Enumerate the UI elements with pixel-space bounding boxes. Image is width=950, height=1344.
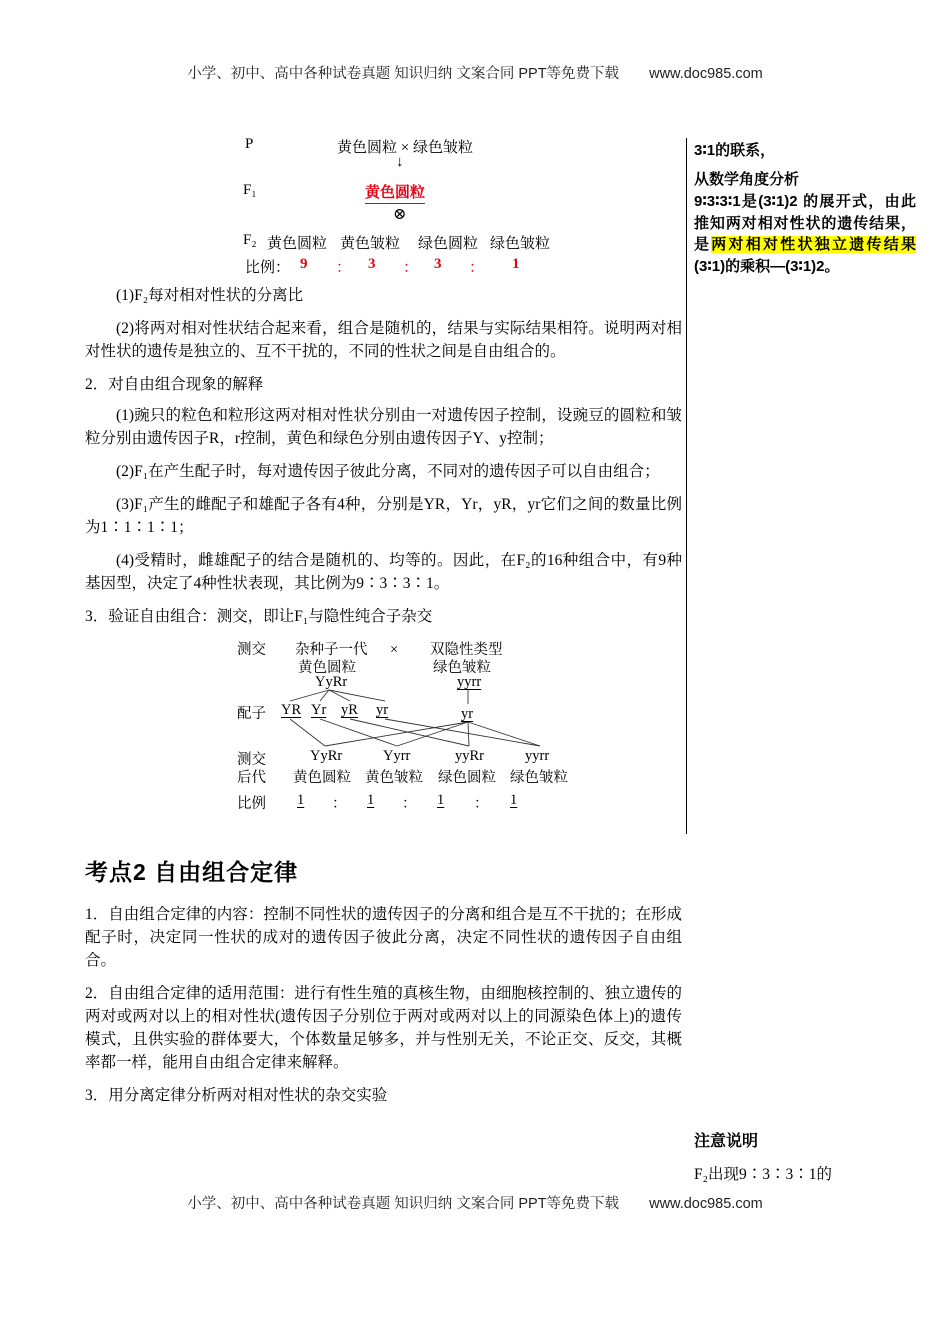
parent2-type: 双隐性类型 (430, 642, 503, 658)
sidebar-note-line: 3∶1的联系， (694, 142, 776, 159)
testcross-diagram (235, 638, 655, 826)
gamete: YR (281, 702, 302, 718)
section2-paragraph: 3．用分离定律分析两对相对性状的杂交实验 (85, 1087, 388, 1104)
parent1-phenotype: 黄色圆粒 (298, 660, 356, 676)
gamete: yR (341, 702, 358, 718)
offspring-phenotype: 黄色圆粒 (293, 770, 351, 786)
ratio-value: 1 (297, 792, 305, 808)
ratio-value: 1 (510, 792, 518, 808)
gametes-label: 配子 (237, 706, 266, 722)
f1-generation-label: F₁ (243, 182, 257, 198)
gamete: Yr (311, 702, 327, 718)
ratio-label: 比例： (245, 260, 291, 276)
ratio-separator: ： (403, 260, 419, 276)
ratio-separator: ： (474, 796, 489, 812)
offspring-genotype: yyRr (455, 748, 484, 764)
f2-phenotype: 黄色圆粒 (267, 236, 328, 252)
gamete: yr (376, 702, 389, 718)
sidebar-note-line: 从数学角度分析 (694, 170, 800, 188)
ratio-separator: ： (336, 260, 352, 276)
offspring-label: 后代 (237, 770, 266, 786)
offspring-phenotype: 绿色圆粒 (438, 770, 496, 786)
header-text: 小学、初中、高中各种试卷真题 知识归纳 文案合同 PPT等免费下载 (187, 66, 620, 82)
f2-phenotype: 绿色皱粒 (490, 236, 551, 252)
ratio-value: 3 (434, 256, 442, 272)
offspring-label: 测交 (237, 752, 266, 768)
offspring-genotype: YyRr (310, 748, 343, 764)
ratio-separator: ： (469, 260, 485, 276)
ratio-value: 1 (367, 792, 375, 808)
note-title: 注意说明 (694, 1133, 759, 1150)
analysis-paragraph: (3)F₁产生的雌配子和雄配子各有4种，分别是YR，Yr，yR，yr它们之间的数量比例为1∶1∶1∶1； (85, 496, 682, 536)
p-cross-text: 黄色圆粒 × 绿色皱粒 (337, 140, 473, 156)
gamete: yr (461, 706, 474, 722)
selfing-symbol-icon: ⊗ (393, 206, 407, 223)
down-arrow-icon: ↓ (396, 154, 404, 170)
header-url[interactable]: www.doc985.com (649, 66, 763, 82)
analysis-paragraph: (1)F₂每对相对性状的分离比 (116, 287, 304, 304)
ratio-value: 1 (437, 792, 445, 808)
cross-symbol-icon: × (390, 642, 399, 658)
ratio-label: 比例 (237, 796, 266, 812)
list-item-heading: 3．验证自由组合：测交，即让F₁与隐性纯合子杂交 (85, 608, 433, 625)
analysis-paragraph: (2)F₁在产生配子时，每对遗传因子彼此分离，不同对的遗传因子可以自由组合； (116, 463, 660, 480)
sidebar-notes (694, 140, 916, 277)
page-header (0, 62, 950, 83)
ratio-value: 1 (512, 256, 520, 272)
f2-phenotype: 黄色皱粒 (340, 236, 401, 252)
f2-phenotype: 绿色圆粒 (418, 236, 479, 252)
offspring-phenotype: 绿色皱粒 (510, 770, 568, 786)
parent1-genotype: YyRr (315, 674, 348, 690)
note-text: 9∶3∶3∶1是(3∶1)2 的展开式，由此推知两对相对性状的遗传结果，是 (694, 193, 916, 253)
note-text: F₂出现9∶3∶3∶1的 (694, 1166, 833, 1183)
sidebar-note-paragraph (694, 191, 916, 277)
main-content (85, 130, 682, 1117)
analysis-paragraph: (2)将两对相对性状结合起来看，组合是随机的，结果与实际结果相符。说明两对相对性状的遗传是独立的、互不干扰的，不同的性状之间是自由组合的。 (85, 320, 682, 360)
list-item-heading: 2．对自由组合现象的解释 (85, 376, 264, 393)
ratio-value: 9 (300, 256, 308, 272)
parent2-genotype: yyrr (457, 674, 482, 690)
highlighted-note-text: 两对相对性状独立遗传结果 (711, 236, 916, 253)
section-heading: 考点2 自由组合定律 (85, 859, 299, 885)
analysis-paragraph: (1)豌只的粒色和粒形这两对相对性状分别由一对遗传因子控制，设豌豆的圆粒和皱粒分别由遗传因子R，r控制，黄色和绿色分别由遗传因子Y、y控制； (85, 407, 682, 447)
dihybrid-cross-diagram (85, 130, 682, 284)
parent2-phenotype: 绿色皱粒 (433, 660, 491, 676)
parent1-type: 杂种子一代 (295, 642, 368, 658)
ratio-separator: ： (402, 796, 417, 812)
ratio-separator: ： (332, 796, 347, 812)
footer-url[interactable]: www.doc985.com (649, 1196, 763, 1212)
page-footer (0, 1192, 950, 1213)
p-generation-label: P (245, 136, 254, 152)
f2-generation-label: F₂ (243, 232, 257, 248)
column-divider (686, 138, 687, 834)
section2-paragraph: 2．自由组合定律的适用范围：进行有性生殖的真核生物，由细胞核控制的、独立遗传的两对或两对以上的相对性状(遗传因子分别位于两对或两对以上的同源染色体上)的遗传模式，且供实验的群体要大，个体数量足够多，并与性别无关，不论正交、反交，其概率都一样，能用自由组合定律来解释。 (85, 985, 682, 1071)
analysis-paragraph: (4)受精时，雌雄配子的结合是随机的、均等的。因此，在F₂的16种组合中，有9种基因型，决定了4种性状表现，其比例为9∶3∶3∶1。 (85, 552, 682, 592)
offspring-genotype: Yyrr (383, 748, 411, 764)
footer-text: 小学、初中、高中各种试卷真题 知识归纳 文案合同 PPT等免费下载 (187, 1196, 620, 1212)
note-text: (3∶1)的乘积—(3∶1)2。 (694, 257, 840, 275)
f1-phenotype: 黄色圆粒 (365, 181, 425, 204)
offspring-genotype: yyrr (525, 748, 550, 764)
testcross-row-label: 测交 (237, 642, 266, 658)
ratio-value: 3 (368, 256, 376, 272)
offspring-phenotype: 黄色皱粒 (365, 770, 423, 786)
sidebar-bottom-notes (694, 1128, 916, 1184)
section2-paragraph: 1．自由组合定律的内容：控制不同性状的遗传因子的分离和组合是互不干扰的；在形成配子时，决定同一性状的成对的遗传因子彼此分离，决定不同性状的遗传因子自由组合。 (85, 906, 682, 969)
